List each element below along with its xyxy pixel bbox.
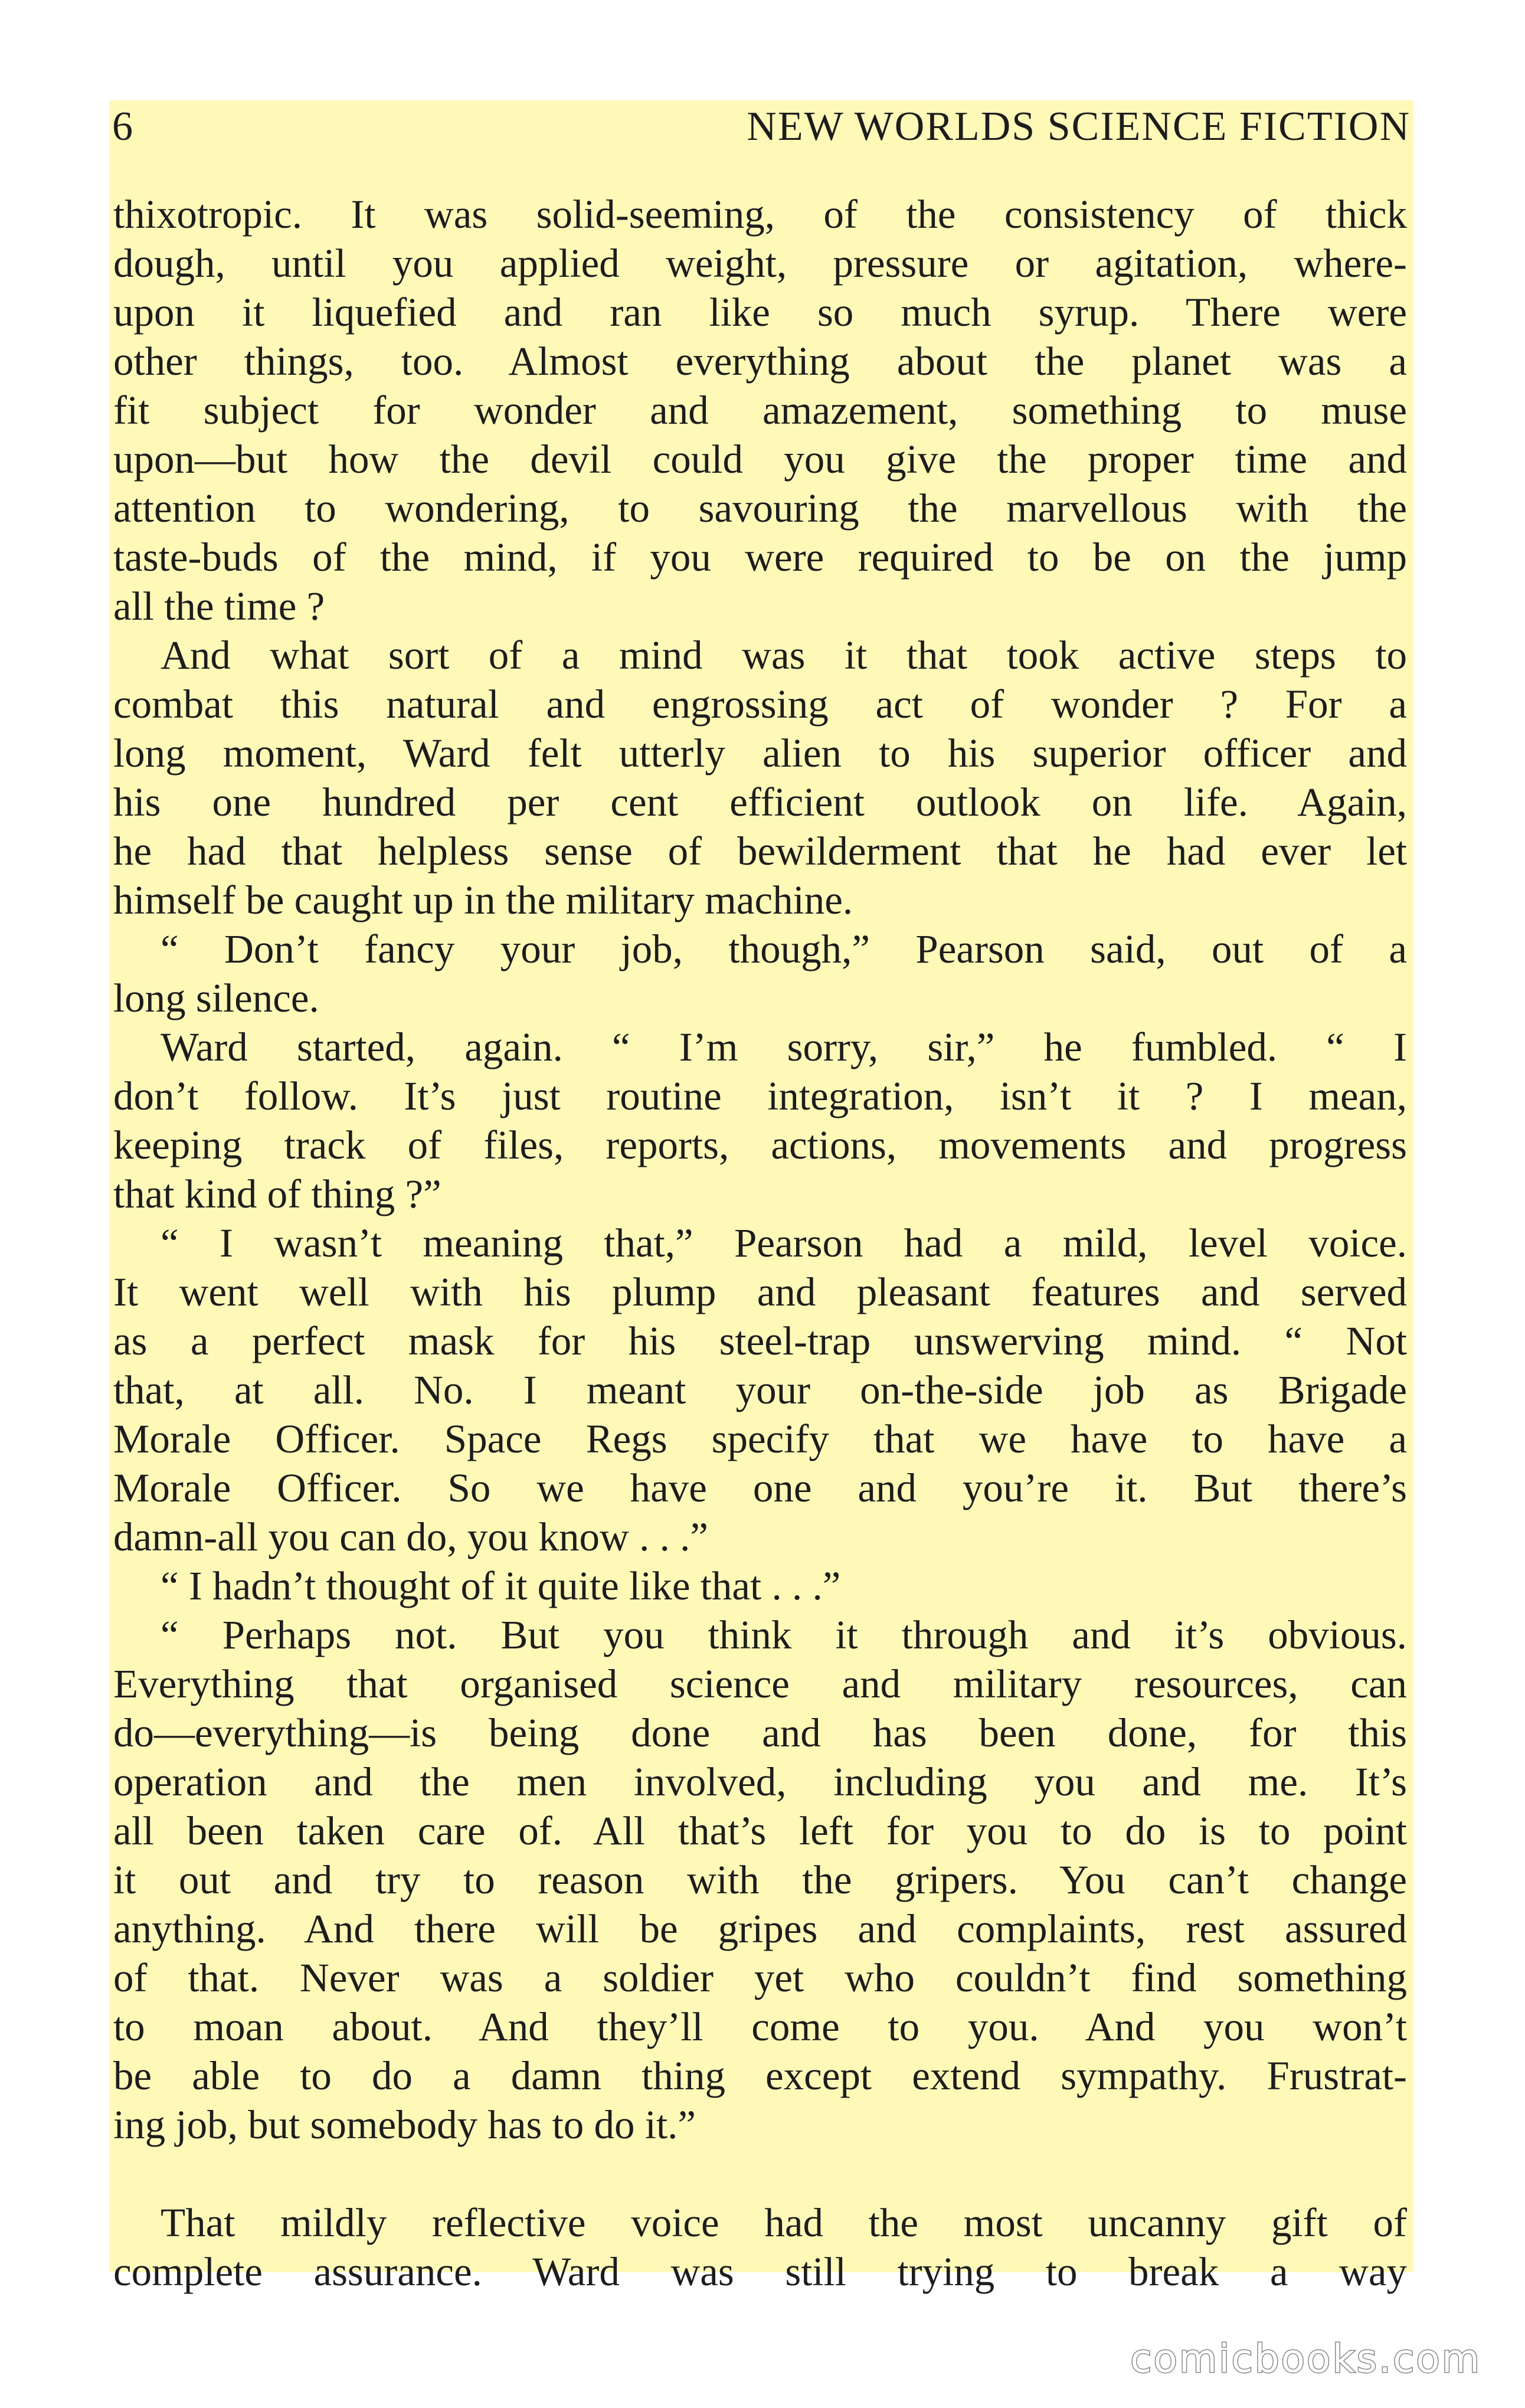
text-line: thixotropic. It was solid-seeming, of the consistency of thick xyxy=(113,192,1407,237)
text-line: taste-buds of the mind, if you were required to be on the jump xyxy=(113,535,1407,580)
text-line: “ Perhaps not. But you think it through and it’s obvious. xyxy=(161,1612,1407,1657)
text-line: other things, too. Almost everything about the planet was a xyxy=(113,339,1407,384)
page-number: 6 xyxy=(112,104,133,149)
text-line: Ward started, again. “ I’m sorry, sir,” he fumbled. “ I xyxy=(161,1025,1407,1069)
text-line: fit subject for wonder and amazement, something to muse xyxy=(113,388,1407,433)
text-line: keeping track of files, reports, actions, movements and progress xyxy=(113,1123,1407,1167)
text-line: operation and the men involved, including you and me. It’s xyxy=(113,1759,1407,1804)
text-line: damn-all you can do, you know . . .” xyxy=(113,1514,708,1559)
text-line: And what sort of a mind was it that took active steps to xyxy=(161,633,1407,678)
text-line: as a perfect mask for his steel-trap unswerving mind. “ Not xyxy=(113,1318,1407,1363)
text-line: Morale Officer. So we have one and you’re it. But there’s xyxy=(113,1465,1407,1510)
body-text xyxy=(113,190,1407,2296)
text-line: all the time ? xyxy=(113,584,325,629)
text-line: it out and try to reason with the gripers. You can’t change xyxy=(113,1857,1407,1902)
text-line: “ I hadn’t thought of it quite like that . . .” xyxy=(161,1563,841,1608)
text-line: ing job, but somebody has to do it.” xyxy=(113,2102,696,2147)
text-line: long moment, Ward felt utterly alien to his superior officer and xyxy=(113,731,1407,776)
text-line: that kind of thing ?” xyxy=(113,1172,441,1216)
text-line: he had that helpless sense of bewilderment that he had ever let xyxy=(113,829,1407,873)
text-line: Everything that organised science and military resources, can xyxy=(113,1661,1407,1706)
text-line: that, at all. No. I meant your on-the-side job as Brigade xyxy=(113,1367,1407,1412)
text-line: “ Don’t fancy your job, though,” Pearson said, out of a xyxy=(161,927,1407,971)
text-line: don’t follow. It’s just routine integration, isn’t it ? I mean, xyxy=(113,1074,1407,1118)
text-line: anything. And there will be gripes and complaints, rest assured xyxy=(113,1906,1407,1951)
text-line: do—everything—is being done and has been done, for this xyxy=(113,1710,1407,1755)
text-line: to moan about. And they’ll come to you. And you won’t xyxy=(113,2004,1407,2049)
text-line: That mildly reflective voice had the most uncanny gift of xyxy=(161,2200,1407,2245)
text-line: himself be caught up in the military machine. xyxy=(113,878,853,922)
text-line: upon it liquefied and ran like so much syrup. There were xyxy=(113,290,1407,335)
text-line: complete assurance. Ward was still trying to break a way xyxy=(113,2249,1407,2294)
text-line: all been taken care of. All that’s left for you to do is to point xyxy=(113,1808,1407,1853)
text-line: long silence. xyxy=(113,976,319,1020)
text-line: of that. Never was a soldier yet who couldn’t find something xyxy=(113,1955,1407,2000)
text-line: attention to wondering, to savouring the marvellous with the xyxy=(113,486,1407,531)
text-line: upon—but how the devil could you give the proper time and xyxy=(113,437,1407,482)
text-line: dough, until you applied weight, pressure or agitation, where- xyxy=(113,241,1407,286)
watermark-logo: comicbooks.com xyxy=(1130,2336,1481,2381)
text-line: combat this natural and engrossing act of wonder ? For a xyxy=(113,682,1407,727)
text-line: Morale Officer. Space Regs specify that we have to have a xyxy=(113,1416,1407,1461)
text-line: be able to do a damn thing except extend sympathy. Frustrat- xyxy=(113,2053,1407,2098)
page-header xyxy=(112,103,1411,168)
text-line: his one hundred per cent efficient outlook on life. Again, xyxy=(113,780,1407,825)
running-title: NEW WORLDS SCIENCE FICTION xyxy=(747,104,1411,149)
text-line: It went well with his plump and pleasant features and served xyxy=(113,1270,1407,1314)
section-break xyxy=(113,2149,1407,2198)
text-line: “ I wasn’t meaning that,” Pearson had a mild, level voice. xyxy=(161,1221,1407,1265)
